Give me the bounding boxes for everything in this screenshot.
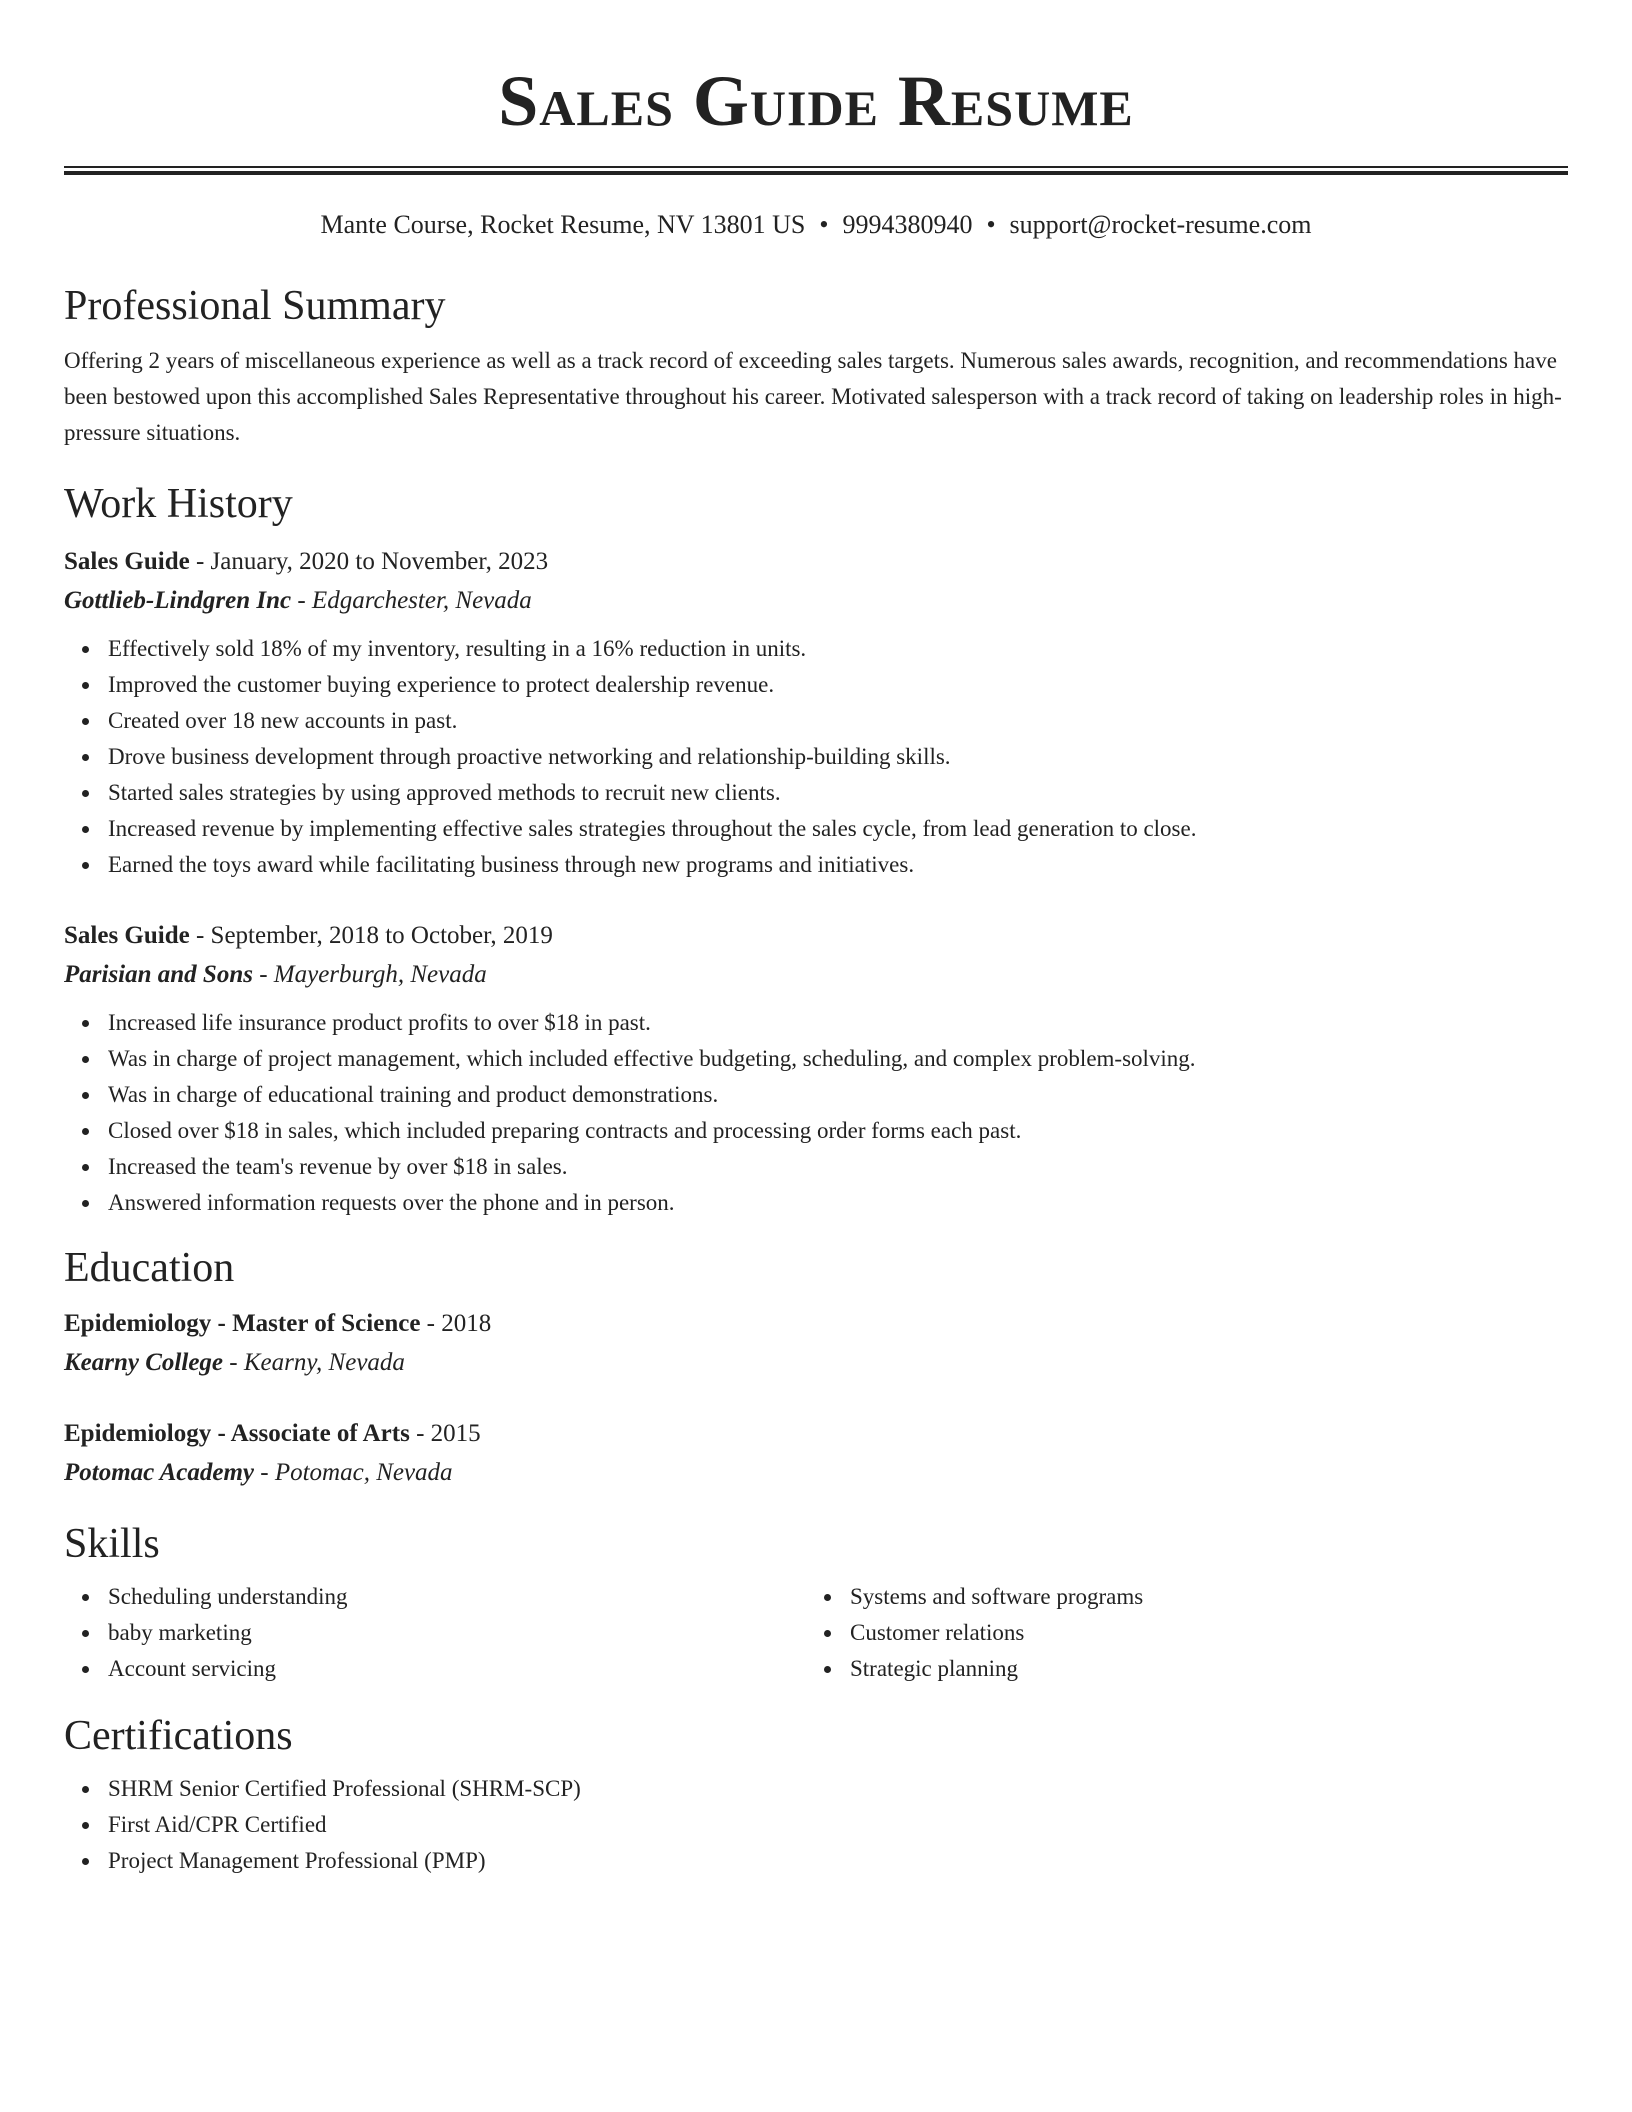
degree-line [64, 1305, 1568, 1343]
job-bullet-list [64, 631, 1568, 883]
job-title: Sales Guide [64, 548, 190, 575]
list-item: Answered information requests over the phone and in person. [108, 1185, 1568, 1221]
page-title: Sales Guide Resume [498, 61, 1134, 141]
list-item: Started sales strategies by using approved methods to recruit new clients. [108, 775, 1568, 811]
skills-heading: Skills [64, 1521, 160, 1567]
list-item: Strategic planning [850, 1651, 1548, 1687]
certifications-list [64, 1771, 1568, 1879]
work-history-heading: Work History [64, 481, 293, 527]
job-dates: - January, 2020 to November, 2023 [189, 548, 549, 575]
school-line [64, 1453, 1568, 1493]
education-entry [64, 1415, 1568, 1493]
list-item: First Aid/CPR Certified [108, 1807, 1568, 1843]
degree-year: - 2015 [409, 1420, 481, 1447]
job-bullet-list [64, 1005, 1568, 1221]
contact-phone: 9994380940 [842, 210, 973, 239]
list-item: Increased revenue by implementing effective sales strategies throughout the sales cycle, from lead generation to close. [108, 811, 1568, 847]
list-item: Increased the team's revenue by over $18 in sales. [108, 1149, 1568, 1185]
school-location: - Potomac, Nevada [254, 1459, 453, 1486]
contact-separator: • [986, 210, 996, 239]
list-item: Improved the customer buying experience to protect dealership revenue. [108, 667, 1568, 703]
list-item: Scheduling understanding [108, 1579, 806, 1615]
summary-text: Offering 2 years of miscellaneous experience as well as a track record of exceeding sales targets. Numerous sales awards, recognition, and recommendations have been bestowed upon this accomplished Sales Representative throughout his career. Motivated salesperson with a track record of taking on leadership roles in high-pressure situations. [64, 348, 1562, 445]
certifications-heading: Certifications [64, 1713, 293, 1759]
list-item: SHRM Senior Certified Professional (SHRM-SCP) [108, 1771, 1568, 1807]
list-item: Was in charge of educational training and product demonstrations. [108, 1077, 1568, 1113]
job-company: Gottlieb-Lindgren Inc [64, 587, 292, 614]
list-item: Project Management Professional (PMP) [108, 1843, 1568, 1879]
list-item: Created over 18 new accounts in past. [108, 703, 1568, 739]
contact-separator: • [819, 210, 829, 239]
job-entry [64, 917, 1568, 1221]
skills-list [806, 1579, 1548, 1687]
list-item: Closed over $18 in sales, which included preparing contracts and processing order forms each past. [108, 1113, 1568, 1149]
skills-column-right [806, 1579, 1548, 1687]
title-double-rule [64, 166, 1568, 175]
job-dates: - September, 2018 to October, 2019 [189, 922, 553, 949]
school-location: - Kearny, Nevada [223, 1349, 405, 1376]
list-item: Systems and software programs [850, 1579, 1548, 1615]
list-item: Increased life insurance product profits to over $18 in past. [108, 1005, 1568, 1041]
job-company-line [64, 581, 1568, 621]
job-title-line [64, 543, 1568, 581]
list-item: baby marketing [108, 1615, 806, 1651]
job-entry [64, 543, 1568, 883]
list-item: Effectively sold 18% of my inventory, resulting in a 16% reduction in units. [108, 631, 1568, 667]
degree-name: Epidemiology - Master of Science [64, 1310, 421, 1337]
list-item: Account servicing [108, 1651, 806, 1687]
education-entry [64, 1305, 1568, 1383]
job-title-line [64, 917, 1568, 955]
job-title: Sales Guide [64, 922, 190, 949]
contact-line [64, 209, 1568, 241]
skills-column-left [64, 1579, 806, 1687]
job-company-line [64, 955, 1568, 995]
job-location: - Mayerburgh, Nevada [252, 961, 487, 988]
degree-year: - 2018 [420, 1310, 492, 1337]
job-company: Parisian and Sons [64, 961, 253, 988]
school-line [64, 1343, 1568, 1383]
school-name: Kearny College [64, 1349, 224, 1376]
education-heading: Education [64, 1245, 235, 1291]
list-item: Customer relations [850, 1615, 1548, 1651]
summary-heading: Professional Summary [64, 283, 446, 329]
list-item: Earned the toys award while facilitating business through new programs and initiatives. [108, 847, 1568, 883]
contact-address: Mante Course, Rocket Resume, NV 13801 US [320, 210, 806, 239]
contact-email: support@rocket-resume.com [1009, 210, 1312, 239]
list-item: Was in charge of project management, which included effective budgeting, scheduling, and complex problem-solving. [108, 1041, 1568, 1077]
job-location: - Edgarchester, Nevada [291, 587, 532, 614]
school-name: Potomac Academy [64, 1459, 254, 1486]
skills-list [64, 1579, 806, 1687]
degree-line [64, 1415, 1568, 1453]
degree-name: Epidemiology - Associate of Arts [64, 1420, 410, 1447]
list-item: Drove business development through proactive networking and relationship-building skills. [108, 739, 1568, 775]
skills-grid [64, 1579, 1568, 1687]
